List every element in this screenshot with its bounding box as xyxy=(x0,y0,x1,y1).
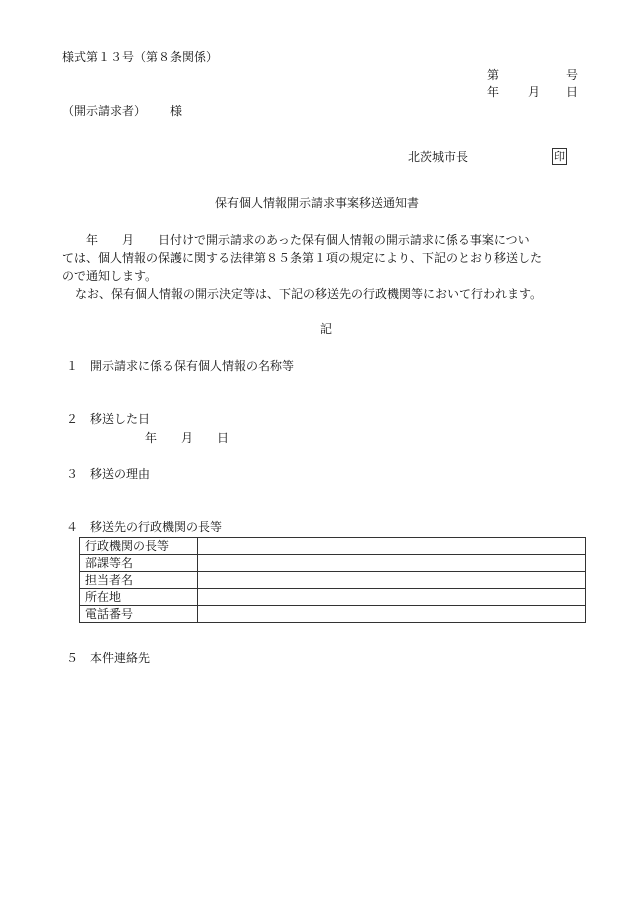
destination-table-row xyxy=(80,606,586,623)
item-1: １ 開示請求に係る保有個人情報の名称等 xyxy=(66,359,295,373)
body-paragraph-1-line-3: ので通知します。 xyxy=(62,269,158,283)
destination-field-label: 電話番号 xyxy=(80,606,198,623)
item-3: ３ 移送の理由 xyxy=(66,467,151,481)
item-2: ２ 移送した日 xyxy=(66,412,151,426)
seal-mark xyxy=(552,148,567,165)
destination-field-label: 部課等名 xyxy=(80,555,198,572)
recipient-label: （開示請求者） xyxy=(62,104,147,118)
destination-field-label: 担当者名 xyxy=(80,572,198,589)
form-number: 様式第１３号（第８条関係） xyxy=(62,50,219,64)
item-2-date: 年 月 日 xyxy=(145,431,230,445)
number-prefix: 第 xyxy=(487,68,500,82)
destination-field-value xyxy=(198,572,586,589)
destination-field-value xyxy=(198,538,586,555)
body-paragraph-1-line-2: ては、個人情報の保護に関する法律第８５条第１項の規定により、下記のとおり移送した xyxy=(62,251,543,265)
destination-table-row xyxy=(80,555,586,572)
recipient-honorific: 様 xyxy=(170,104,183,118)
destination-table-row xyxy=(80,589,586,606)
destination-field-label: 行政機関の長等 xyxy=(80,538,198,555)
issuer-title: 北茨城市長 xyxy=(408,150,469,164)
seal-label: 印 xyxy=(554,150,565,163)
date-year: 年 xyxy=(487,85,500,99)
destination-table xyxy=(79,537,586,623)
item-4: ４ 移送先の行政機関の長等 xyxy=(66,520,223,534)
destination-table-row xyxy=(80,538,586,555)
destination-field-value xyxy=(198,606,586,623)
body-paragraph-1-line-1: 年 月 日付けで開示請求のあった保有個人情報の開示請求に係る事案につい xyxy=(62,233,530,247)
body-paragraph-2: なお、保有個人情報の開示決定等は、下記の移送先の行政機関等において行われます。 xyxy=(75,287,543,301)
date-day: 日 xyxy=(566,85,579,99)
date-month: 月 xyxy=(528,85,541,99)
destination-field-label: 所在地 xyxy=(80,589,198,606)
destination-field-value xyxy=(198,589,586,606)
ki-heading: 記 xyxy=(320,322,333,336)
document-title: 保有個人情報開示請求事案移送通知書 xyxy=(215,196,420,210)
destination-table-row xyxy=(80,572,586,589)
destination-field-value xyxy=(198,555,586,572)
number-suffix: 号 xyxy=(566,68,579,82)
item-5: ５ 本件連絡先 xyxy=(66,651,151,665)
